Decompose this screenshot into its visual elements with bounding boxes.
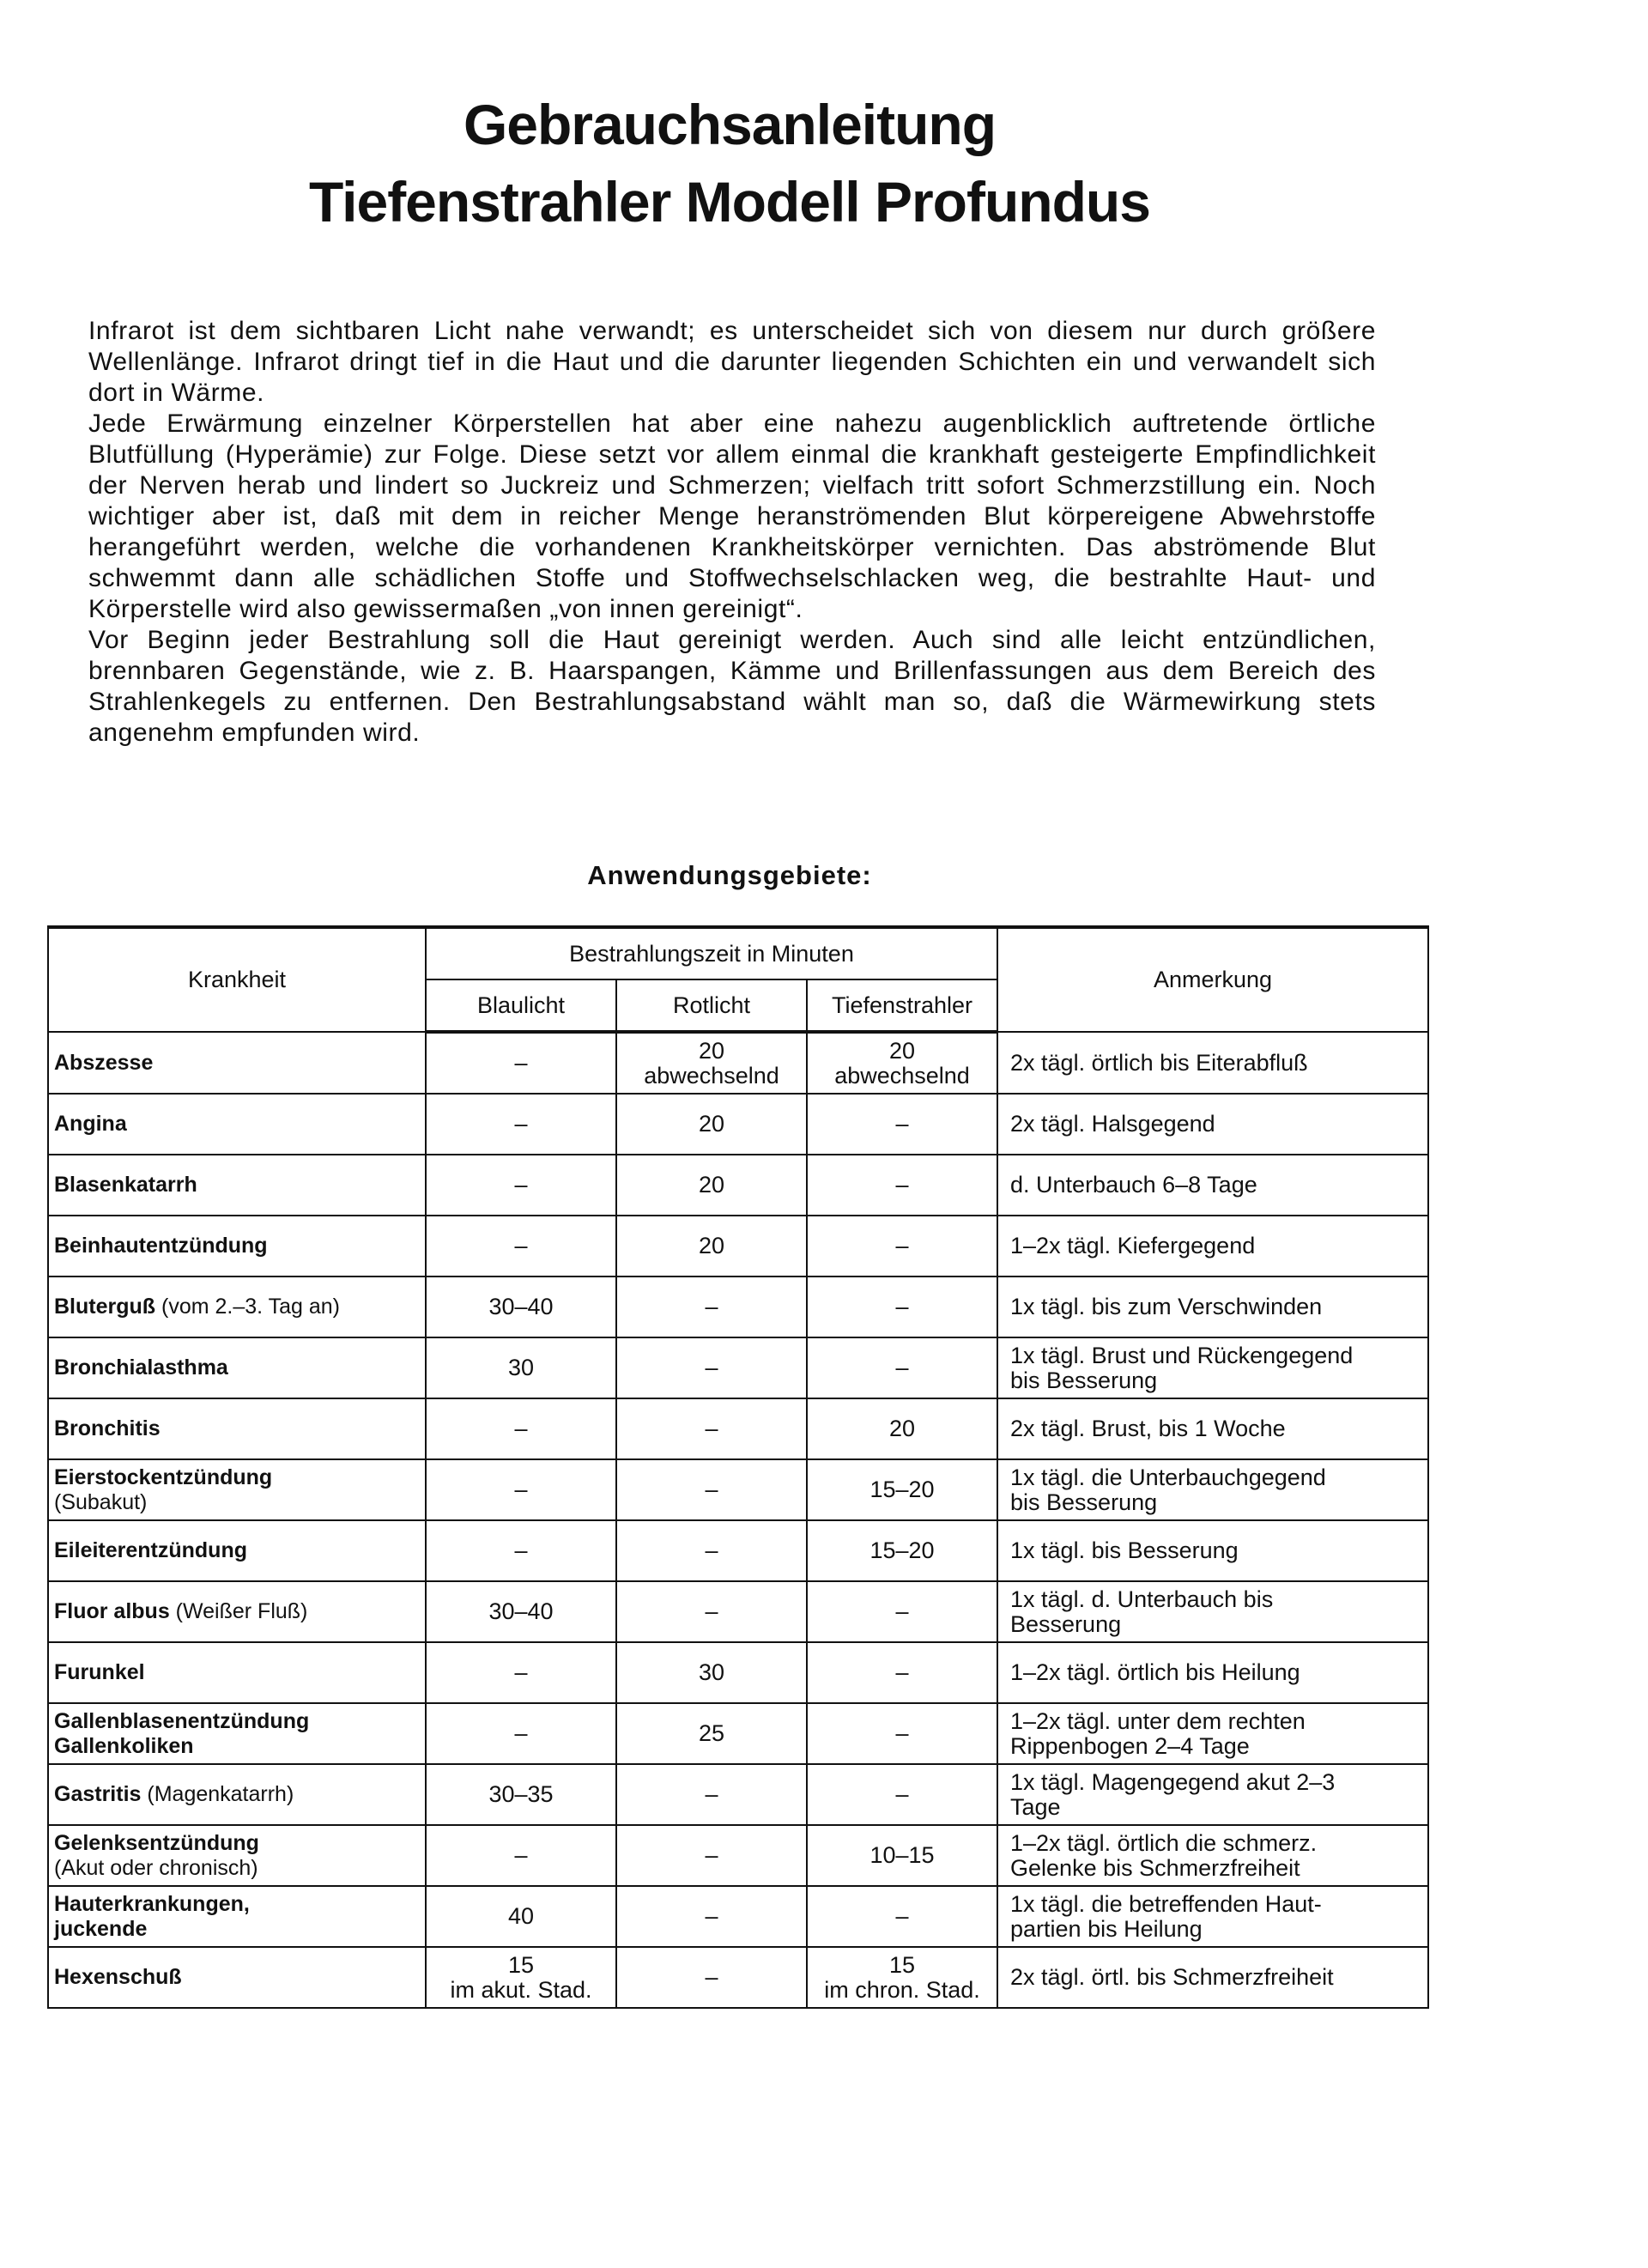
disease-suffix: (Weißer Fluß) xyxy=(169,1599,308,1623)
table-row xyxy=(48,1459,1428,1520)
disease-cell xyxy=(48,1703,426,1764)
anmerkung-cell: 1x tägl. die betreffenden Haut- partien bis Heilung xyxy=(997,1886,1428,1947)
tiefenstrahler-cell: – xyxy=(807,1886,997,1947)
disease-cell xyxy=(48,1398,426,1459)
disease-name: Beinhautentzündung xyxy=(54,1234,268,1258)
anmerkung-cell: d. Unterbauch 6–8 Tage xyxy=(997,1155,1428,1216)
disease-suffix: (Magenkatarrh) xyxy=(141,1782,294,1806)
blaulicht-cell: – xyxy=(426,1520,616,1581)
table-row xyxy=(48,1642,1428,1703)
disease-cell xyxy=(48,1947,426,2008)
disease-cell xyxy=(48,1764,426,1825)
disease-name: Bluterguß xyxy=(54,1295,156,1319)
blaulicht-cell: – xyxy=(426,1032,616,1094)
table-row xyxy=(48,1825,1428,1886)
blaulicht-cell: 40 xyxy=(426,1886,616,1947)
rotlicht-cell: – xyxy=(616,1764,807,1825)
disease-cell xyxy=(48,1155,426,1216)
disease-name: Fluor albus xyxy=(54,1599,170,1623)
rotlicht-cell: – xyxy=(616,1886,807,1947)
blaulicht-cell: – xyxy=(426,1094,616,1155)
blaulicht-cell: – xyxy=(426,1459,616,1520)
table-row xyxy=(48,1216,1428,1277)
rotlicht-cell: – xyxy=(616,1459,807,1520)
anmerkung-cell: 1x tägl. bis Besserung xyxy=(997,1520,1428,1581)
blaulicht-cell: – xyxy=(426,1825,616,1886)
blaulicht-cell: 15 im akut. Stad. xyxy=(426,1947,616,2008)
disease-name: Bronchialasthma xyxy=(54,1355,228,1380)
disease-cell xyxy=(48,1459,426,1520)
disease-name: Hauterkrankungen, juckende xyxy=(54,1891,250,1941)
table-row xyxy=(48,1094,1428,1155)
table-row xyxy=(48,1155,1428,1216)
header-blaulicht: Blaulicht xyxy=(426,979,616,1032)
table-row xyxy=(48,1277,1428,1337)
anmerkung-cell: 1–2x tägl. unter dem rechten Rippenbogen 2–4 Tage xyxy=(997,1703,1428,1764)
table-row xyxy=(48,1886,1428,1947)
rotlicht-cell: – xyxy=(616,1581,807,1642)
disease-cell xyxy=(48,1581,426,1642)
table-row xyxy=(48,1947,1428,2008)
usage-table xyxy=(47,925,1429,2009)
disease-suffix: (vom 2.–3. Tag an) xyxy=(155,1295,340,1319)
disease-name: Hexenschuß xyxy=(54,1965,182,1989)
tiefenstrahler-cell: – xyxy=(807,1642,997,1703)
disease-cell xyxy=(48,1094,426,1155)
disease-name: Furunkel xyxy=(54,1660,145,1684)
disease-name: Eileiterentzündung xyxy=(54,1538,247,1562)
blaulicht-cell: 30–35 xyxy=(426,1764,616,1825)
rotlicht-cell: – xyxy=(616,1520,807,1581)
table-row xyxy=(48,1337,1428,1398)
anmerkung-cell: 1–2x tägl. Kiefergegend xyxy=(997,1216,1428,1277)
title-block xyxy=(0,86,1459,240)
tiefenstrahler-cell: 15–20 xyxy=(807,1520,997,1581)
blaulicht-cell: 30 xyxy=(426,1337,616,1398)
disease-cell xyxy=(48,1216,426,1277)
disease-suffix: (Akut oder chronisch) xyxy=(54,1855,258,1880)
anmerkung-cell: 2x tägl. örtl. bis Schmerzfreiheit xyxy=(997,1947,1428,2008)
tiefenstrahler-cell: – xyxy=(807,1764,997,1825)
tiefenstrahler-cell: 10–15 xyxy=(807,1825,997,1886)
rotlicht-cell: 25 xyxy=(616,1703,807,1764)
disease-cell xyxy=(48,1520,426,1581)
tiefenstrahler-cell: – xyxy=(807,1155,997,1216)
header-anmerkung: Anmerkung xyxy=(997,927,1428,1032)
table-row xyxy=(48,1581,1428,1642)
anmerkung-cell: 1x tägl. bis zum Verschwinden xyxy=(997,1277,1428,1337)
disease-name: Gelenksentzündung xyxy=(54,1830,259,1855)
disease-name: Gastritis xyxy=(54,1782,142,1806)
header-rotlicht: Rotlicht xyxy=(616,979,807,1032)
disease-cell xyxy=(48,1032,426,1094)
anmerkung-cell: 1x tägl. d. Unterbauch bis Besserung xyxy=(997,1581,1428,1642)
table-row xyxy=(48,1703,1428,1764)
table-body xyxy=(48,1032,1428,2008)
table-row xyxy=(48,1520,1428,1581)
header-krankheit: Krankheit xyxy=(48,927,426,1032)
rotlicht-cell: – xyxy=(616,1398,807,1459)
anmerkung-cell: 1x tägl. Magengegend akut 2–3 Tage xyxy=(997,1764,1428,1825)
disease-cell xyxy=(48,1337,426,1398)
intro-text xyxy=(88,316,1376,749)
tiefenstrahler-cell: – xyxy=(807,1094,997,1155)
blaulicht-cell: 30–40 xyxy=(426,1277,616,1337)
tiefenstrahler-cell: – xyxy=(807,1703,997,1764)
disease-name: Abszesse xyxy=(54,1050,154,1075)
header-bestrahlungszeit: Bestrahlungszeit in Minuten xyxy=(426,927,997,979)
anmerkung-cell: 2x tägl. Brust, bis 1 Woche xyxy=(997,1398,1428,1459)
disease-suffix: (Subakut) xyxy=(54,1489,148,1514)
intro-paragraph-1: Infrarot ist dem sichtbaren Licht nahe verwandt; es unterscheidet sich von diesem nur durch größere Wellenlänge. Infrarot dringt tief in die Haut und die darunter liegenden Schichten ein und verwandelt sich dort in Wärme. xyxy=(88,317,1376,407)
blaulicht-cell: – xyxy=(426,1398,616,1459)
tiefenstrahler-cell: 15–20 xyxy=(807,1459,997,1520)
rotlicht-cell: – xyxy=(616,1337,807,1398)
disease-name: Angina xyxy=(54,1112,127,1136)
disease-cell xyxy=(48,1277,426,1337)
intro-paragraph-2: Jede Erwärmung einzelner Körperstellen hat aber eine nahezu augenblicklich auftretende örtliche Blutfüllung (Hyperämie) zur Folge. Diese setzt vor allem einmal die krankhaft gesteigerte Empfindlichkeit der Nerven herab und lindert so Juckreiz und Schmerzen; vielfach tritt sofort Schmerzstillung ein. Noch wichtiger aber ist, daß mit dem in reicher Menge heranströmenden Blut körpereigene Abwehrstoffe herangeführt werden, welche die vorhandenen Krankheitskörper vernichten. Das abströmende Blut schwemmt dann alle schädlichen Stoffe und Stoffwechselschlacken weg, die bestrahlte Haut- und Körperstelle wird also gewissermaßen „von innen gereinigt“. xyxy=(88,409,1376,623)
rotlicht-cell: 30 xyxy=(616,1642,807,1703)
anmerkung-cell: 2x tägl. Halsgegend xyxy=(997,1094,1428,1155)
rotlicht-cell: 20 xyxy=(616,1155,807,1216)
anmerkung-cell: 2x tägl. örtlich bis Eiterabfluß xyxy=(997,1032,1428,1094)
tiefenstrahler-cell: 15 im chron. Stad. xyxy=(807,1947,997,2008)
blaulicht-cell: – xyxy=(426,1155,616,1216)
anmerkung-cell: 1–2x tägl. örtlich bis Heilung xyxy=(997,1642,1428,1703)
document-title: Gebrauchsanleitung xyxy=(463,93,997,156)
disease-cell xyxy=(48,1886,426,1947)
blaulicht-cell: 30–40 xyxy=(426,1581,616,1642)
tiefenstrahler-cell: – xyxy=(807,1581,997,1642)
header-tiefenstrahler: Tiefenstrahler xyxy=(807,979,997,1032)
anmerkung-cell: 1x tägl. die Unterbauchgegend bis Besserung xyxy=(997,1459,1428,1520)
intro-paragraph-3: Vor Beginn jeder Bestrahlung soll die Haut gereinigt werden. Auch sind alle leicht entzündlichen, brennbaren Gegenstände, wie z. B. Haarspangen, Kämme und Brillenfassungen aus dem Bereich des Strahlenkegels zu entfernen. Den Bestrahlungsabstand wählt man so, daß die Wärmewirkung stets angenehm empfunden wird. xyxy=(88,626,1376,747)
tiefenstrahler-cell: – xyxy=(807,1277,997,1337)
disease-name: Gallenblasenentzündung Gallenkoliken xyxy=(54,1708,310,1758)
disease-name: Blasenkatarrh xyxy=(54,1173,197,1197)
tiefenstrahler-cell: 20 xyxy=(807,1398,997,1459)
blaulicht-cell: – xyxy=(426,1642,616,1703)
table-row xyxy=(48,1032,1428,1094)
rotlicht-cell: – xyxy=(616,1947,807,2008)
disease-cell xyxy=(48,1825,426,1886)
disease-name: Bronchitis xyxy=(54,1416,161,1440)
blaulicht-cell: – xyxy=(426,1703,616,1764)
rotlicht-cell: – xyxy=(616,1825,807,1886)
disease-cell xyxy=(48,1642,426,1703)
disease-name: Eierstockentzündung xyxy=(54,1464,273,1489)
rotlicht-cell: 20 xyxy=(616,1216,807,1277)
section-heading: Anwendungsgebiete: xyxy=(587,860,872,890)
blaulicht-cell: – xyxy=(426,1216,616,1277)
table-row xyxy=(48,1764,1428,1825)
document-subtitle: Tiefenstrahler Modell Profundus xyxy=(309,170,1150,233)
anmerkung-cell: 1x tägl. Brust und Rückengegend bis Besserung xyxy=(997,1337,1428,1398)
usage-table-wrapper xyxy=(47,925,1427,2009)
table-row xyxy=(48,1398,1428,1459)
rotlicht-cell: – xyxy=(616,1277,807,1337)
tiefenstrahler-cell: 20 abwechselnd xyxy=(807,1032,997,1094)
rotlicht-cell: 20 xyxy=(616,1094,807,1155)
anmerkung-cell: 1–2x tägl. örtlich die schmerz. Gelenke bis Schmerzfreiheit xyxy=(997,1825,1428,1886)
rotlicht-cell: 20 abwechselnd xyxy=(616,1032,807,1094)
tiefenstrahler-cell: – xyxy=(807,1216,997,1277)
tiefenstrahler-cell: – xyxy=(807,1337,997,1398)
